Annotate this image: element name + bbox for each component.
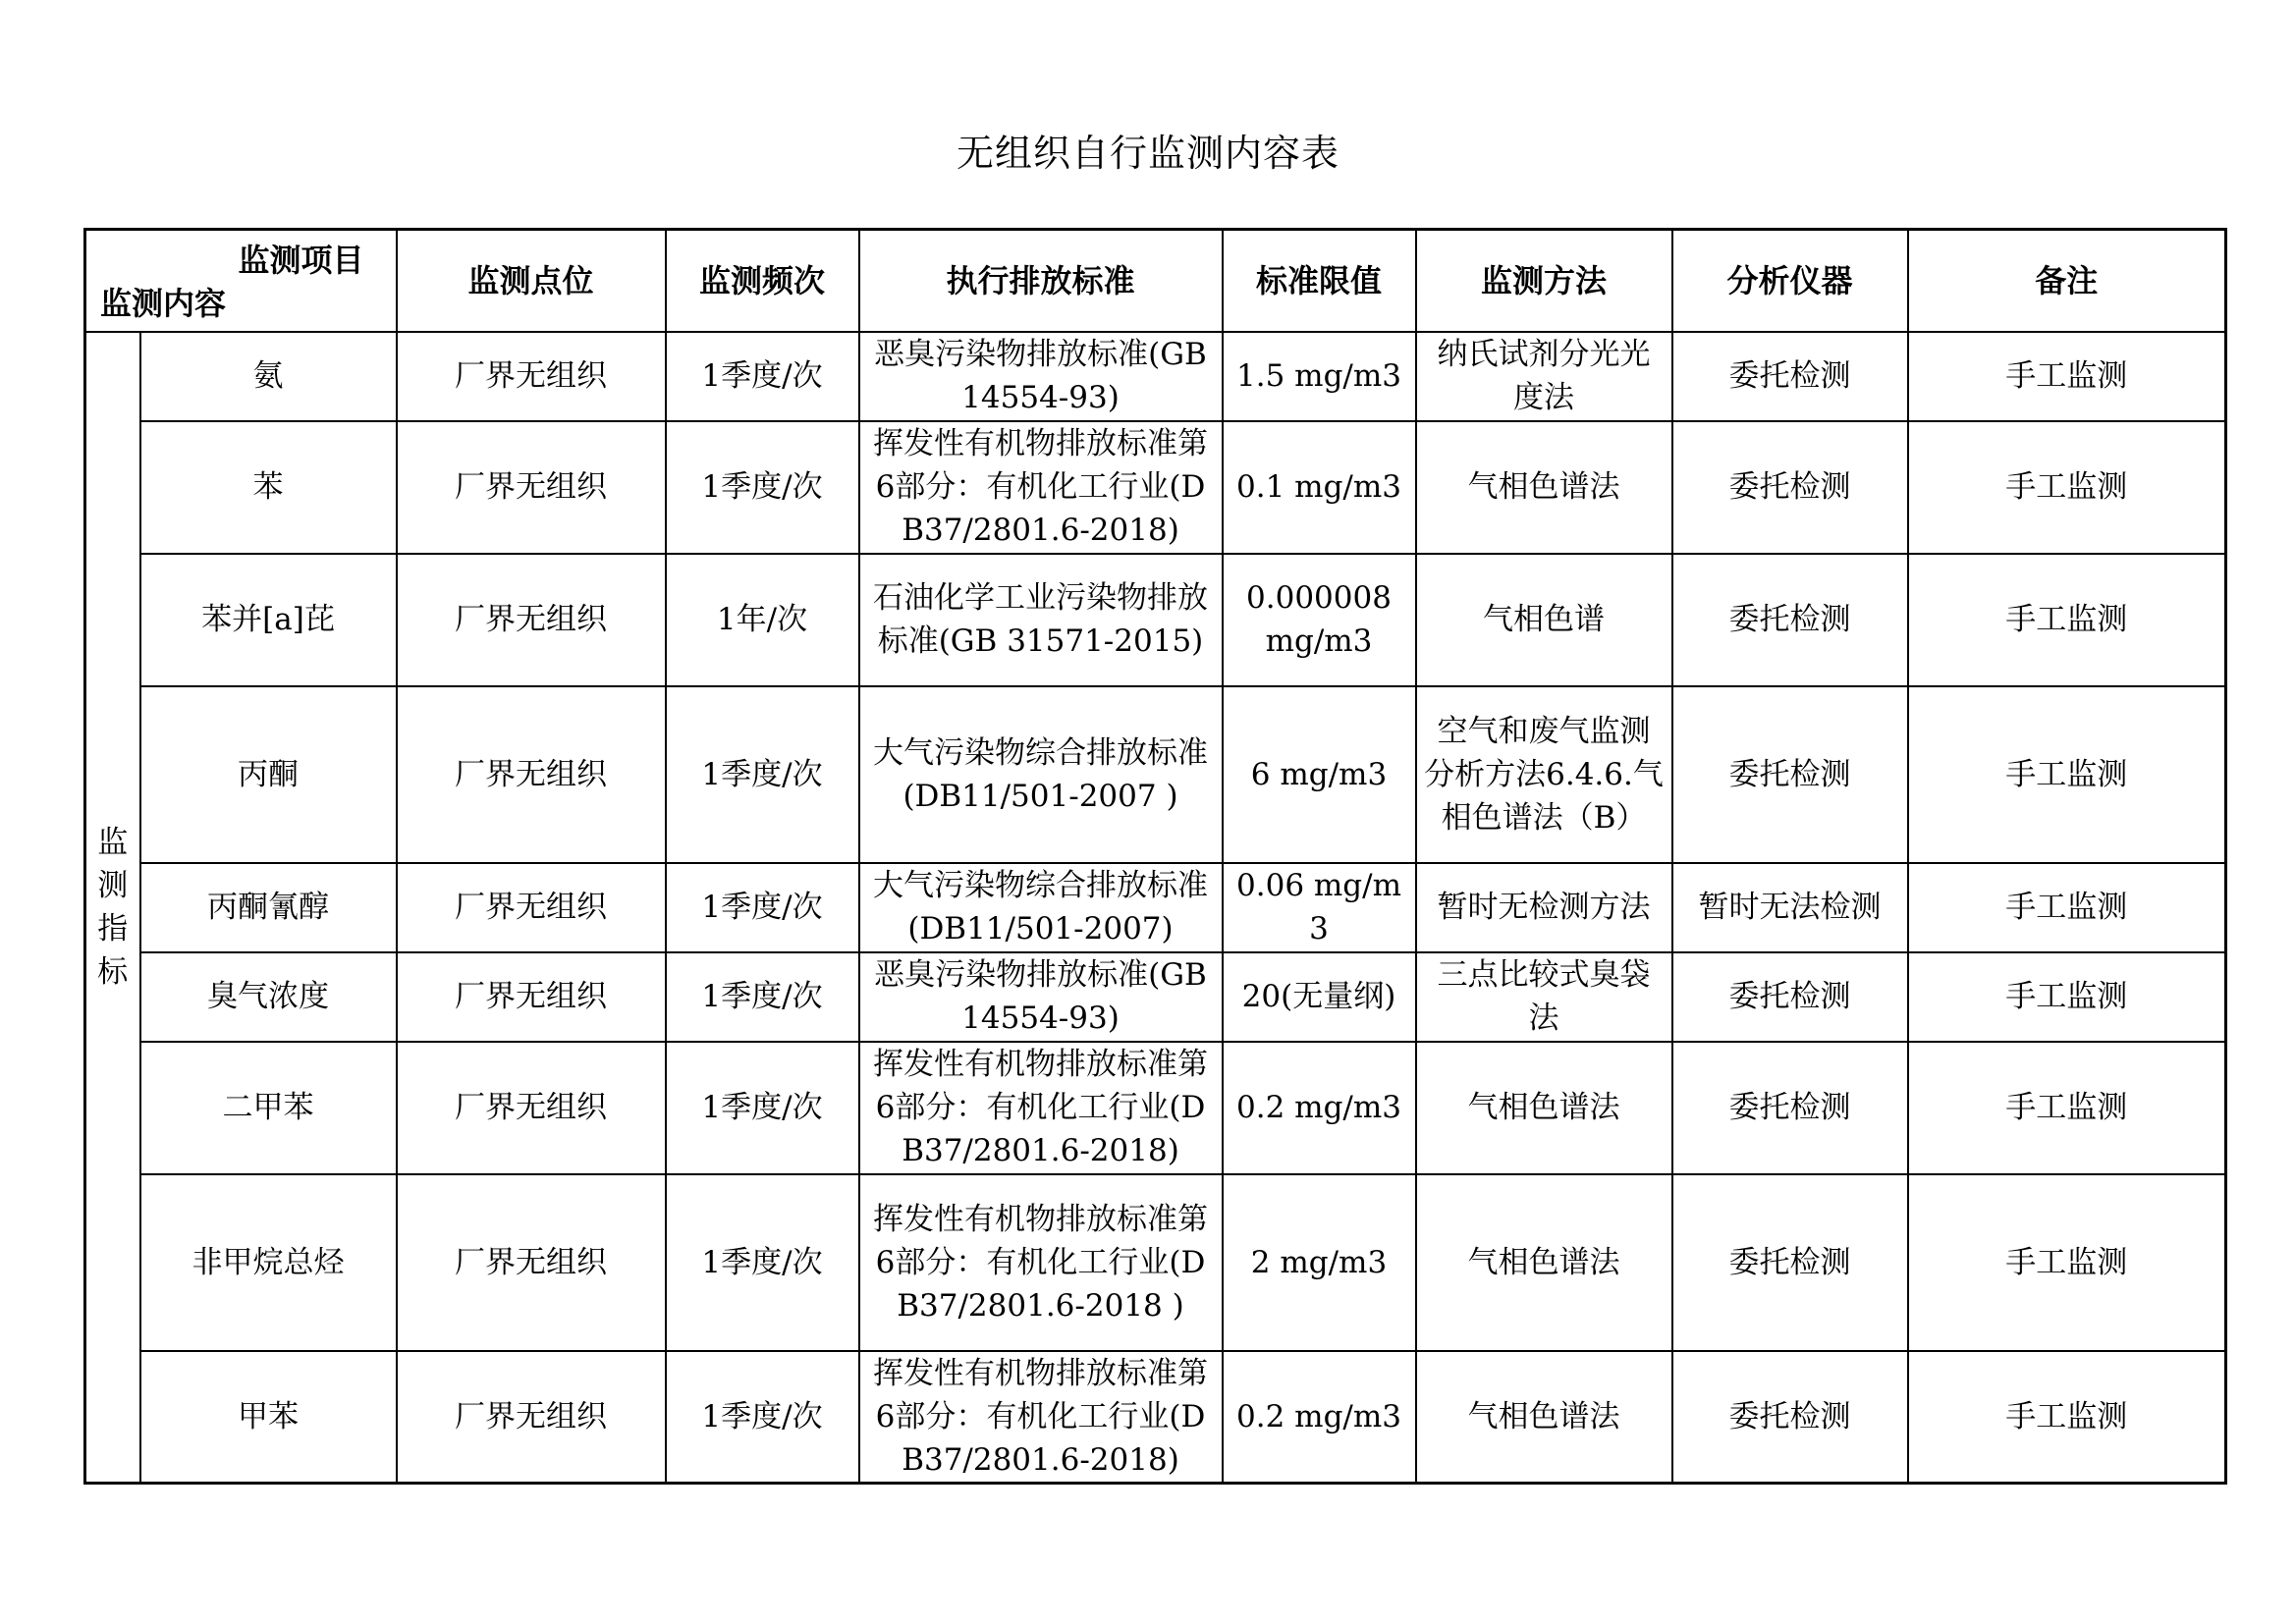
emission-standard-cell: 挥发性有机物排放标准第6部分：有机化工行业(DB37/2801.6-2018) — [859, 1351, 1223, 1484]
monitoring-method-cell: 空气和废气监测分析方法6.4.6.气相色谱法（B） — [1416, 686, 1672, 863]
analysis-instrument-cell: 委托检测 — [1672, 952, 1908, 1042]
emission-standard-cell: 大气污染物综合排放标准 (DB11/501-2007) — [859, 863, 1223, 952]
standard-limit-cell: 0.1 mg/m3 — [1223, 421, 1416, 554]
analysis-instrument-cell: 委托检测 — [1672, 421, 1908, 554]
header-limit: 标准限值 — [1223, 230, 1416, 332]
header-row — [85, 230, 2226, 332]
emission-standard-cell: 恶臭污染物排放标准(GB14554-93) — [859, 952, 1223, 1042]
group-label-char: 测 — [97, 867, 129, 903]
analysis-instrument-cell: 委托检测 — [1672, 554, 1908, 686]
table-row — [85, 1042, 2226, 1174]
emission-standard-cell: 恶臭污染物排放标准(GB14554-93) — [859, 332, 1223, 421]
emission-standard-cell: 挥发性有机物排放标准第6部分：有机化工行业(DB37/2801.6-2018) — [859, 421, 1223, 554]
remark-cell: 手工监测 — [1908, 332, 2226, 421]
monitoring-frequency-cell: 1季度/次 — [666, 1042, 859, 1174]
standard-limit-cell: 0.06 mg/m3 — [1223, 863, 1416, 952]
table-row — [85, 1351, 2226, 1484]
header-remark: 备注 — [1908, 230, 2226, 332]
table-row — [85, 1174, 2226, 1351]
emission-standard-cell: 石油化学工业污染物排放标准(GB 31571-2015) — [859, 554, 1223, 686]
emission-standard-cell: 大气污染物综合排放标准(DB11/501-2007 ) — [859, 686, 1223, 863]
monitoring-frequency-cell: 1季度/次 — [666, 863, 859, 952]
monitoring-frequency-cell: 1季度/次 — [666, 952, 859, 1042]
remark-cell: 手工监测 — [1908, 554, 2226, 686]
remark-cell: 手工监测 — [1908, 952, 2226, 1042]
monitoring-frequency-cell: 1季度/次 — [666, 1351, 859, 1484]
header-monitoring-content: 监测内容 — [100, 284, 227, 322]
item-name-cell: 丙酮 — [140, 686, 397, 863]
analysis-instrument-cell: 委托检测 — [1672, 1351, 1908, 1484]
monitoring-point-cell: 厂界无组织 — [397, 554, 666, 686]
standard-limit-cell: 0.2 mg/m3 — [1223, 1351, 1416, 1484]
analysis-instrument-cell: 暂时无法检测 — [1672, 863, 1908, 952]
monitoring-point-cell: 厂界无组织 — [397, 686, 666, 863]
monitoring-method-cell: 纳氏试剂分光光度法 — [1416, 332, 1672, 421]
item-name-cell: 苯 — [140, 421, 397, 554]
monitoring-point-cell: 厂界无组织 — [397, 863, 666, 952]
emission-standard-cell: 挥发性有机物排放标准第6部分：有机化工行业(DB37/2801.6-2018) — [859, 1042, 1223, 1174]
emission-standard-cell: 挥发性有机物排放标准第6部分：有机化工行业(DB37/2801.6-2018 ) — [859, 1174, 1223, 1351]
monitoring-point-cell: 厂界无组织 — [397, 1351, 666, 1484]
remark-cell: 手工监测 — [1908, 1174, 2226, 1351]
monitoring-frequency-cell: 1年/次 — [666, 554, 859, 686]
item-name-cell: 臭气浓度 — [140, 952, 397, 1042]
diagonal-header-cell — [85, 230, 397, 332]
table-row — [85, 332, 2226, 421]
analysis-instrument-cell: 委托检测 — [1672, 332, 1908, 421]
standard-limit-cell: 0.000008 mg/m3 — [1223, 554, 1416, 686]
standard-limit-cell: 0.2 mg/m3 — [1223, 1042, 1416, 1174]
standard-limit-cell: 2 mg/m3 — [1223, 1174, 1416, 1351]
page-title: 无组织自行监测内容表 — [956, 132, 1339, 175]
monitoring-frequency-cell: 1季度/次 — [666, 421, 859, 554]
table-row — [85, 863, 2226, 952]
group-label-char: 指 — [97, 910, 129, 947]
table-row — [85, 952, 2226, 1042]
monitoring-frequency-cell: 1季度/次 — [666, 1174, 859, 1351]
analysis-instrument-cell: 委托检测 — [1672, 1174, 1908, 1351]
table-row — [85, 421, 2226, 554]
group-label-cell — [85, 332, 140, 1484]
monitoring-point-cell: 厂界无组织 — [397, 1174, 666, 1351]
monitoring-point-cell: 厂界无组织 — [397, 332, 666, 421]
remark-cell: 手工监测 — [1908, 686, 2226, 863]
analysis-instrument-cell: 委托检测 — [1672, 686, 1908, 863]
header-method: 监测方法 — [1416, 230, 1672, 332]
monitoring-method-cell: 三点比较式臭袋法 — [1416, 952, 1672, 1042]
analysis-instrument-cell: 委托检测 — [1672, 1042, 1908, 1174]
group-label-char: 标 — [97, 953, 129, 990]
item-name-cell: 苯并[a]芘 — [140, 554, 397, 686]
remark-cell: 手工监测 — [1908, 1042, 2226, 1174]
item-name-cell: 氨 — [140, 332, 397, 421]
monitoring-point-cell: 厂界无组织 — [397, 421, 666, 554]
monitoring-frequency-cell: 1季度/次 — [666, 332, 859, 421]
item-name-cell: 非甲烷总烃 — [140, 1174, 397, 1351]
header-instrument: 分析仪器 — [1672, 230, 1908, 332]
monitoring-method-cell: 气相色谱 — [1416, 554, 1672, 686]
monitoring-method-cell: 气相色谱法 — [1416, 1174, 1672, 1351]
remark-cell: 手工监测 — [1908, 863, 2226, 952]
monitoring-table — [83, 228, 2227, 1485]
item-name-cell: 甲苯 — [140, 1351, 397, 1484]
item-name-cell: 丙酮氰醇 — [140, 863, 397, 952]
header-monitoring-item: 监测项目 — [238, 242, 364, 279]
monitoring-method-cell: 气相色谱法 — [1416, 1042, 1672, 1174]
header-standard: 执行排放标准 — [859, 230, 1223, 332]
standard-limit-cell: 1.5 mg/m3 — [1223, 332, 1416, 421]
group-label-char: 监 — [97, 824, 129, 860]
monitoring-point-cell: 厂界无组织 — [397, 1042, 666, 1174]
standard-limit-cell: 20(无量纲) — [1223, 952, 1416, 1042]
remark-cell: 手工监测 — [1908, 421, 2226, 554]
item-name-cell: 二甲苯 — [140, 1042, 397, 1174]
table-row — [85, 686, 2226, 863]
monitoring-method-cell: 气相色谱法 — [1416, 421, 1672, 554]
monitoring-point-cell: 厂界无组织 — [397, 952, 666, 1042]
monitoring-method-cell: 气相色谱法 — [1416, 1351, 1672, 1484]
header-point: 监测点位 — [397, 230, 666, 332]
header-frequency: 监测频次 — [666, 230, 859, 332]
table-row — [85, 554, 2226, 686]
monitoring-method-cell: 暂时无检测方法 — [1416, 863, 1672, 952]
standard-limit-cell: 6 mg/m3 — [1223, 686, 1416, 863]
monitoring-frequency-cell: 1季度/次 — [666, 686, 859, 863]
remark-cell: 手工监测 — [1908, 1351, 2226, 1484]
